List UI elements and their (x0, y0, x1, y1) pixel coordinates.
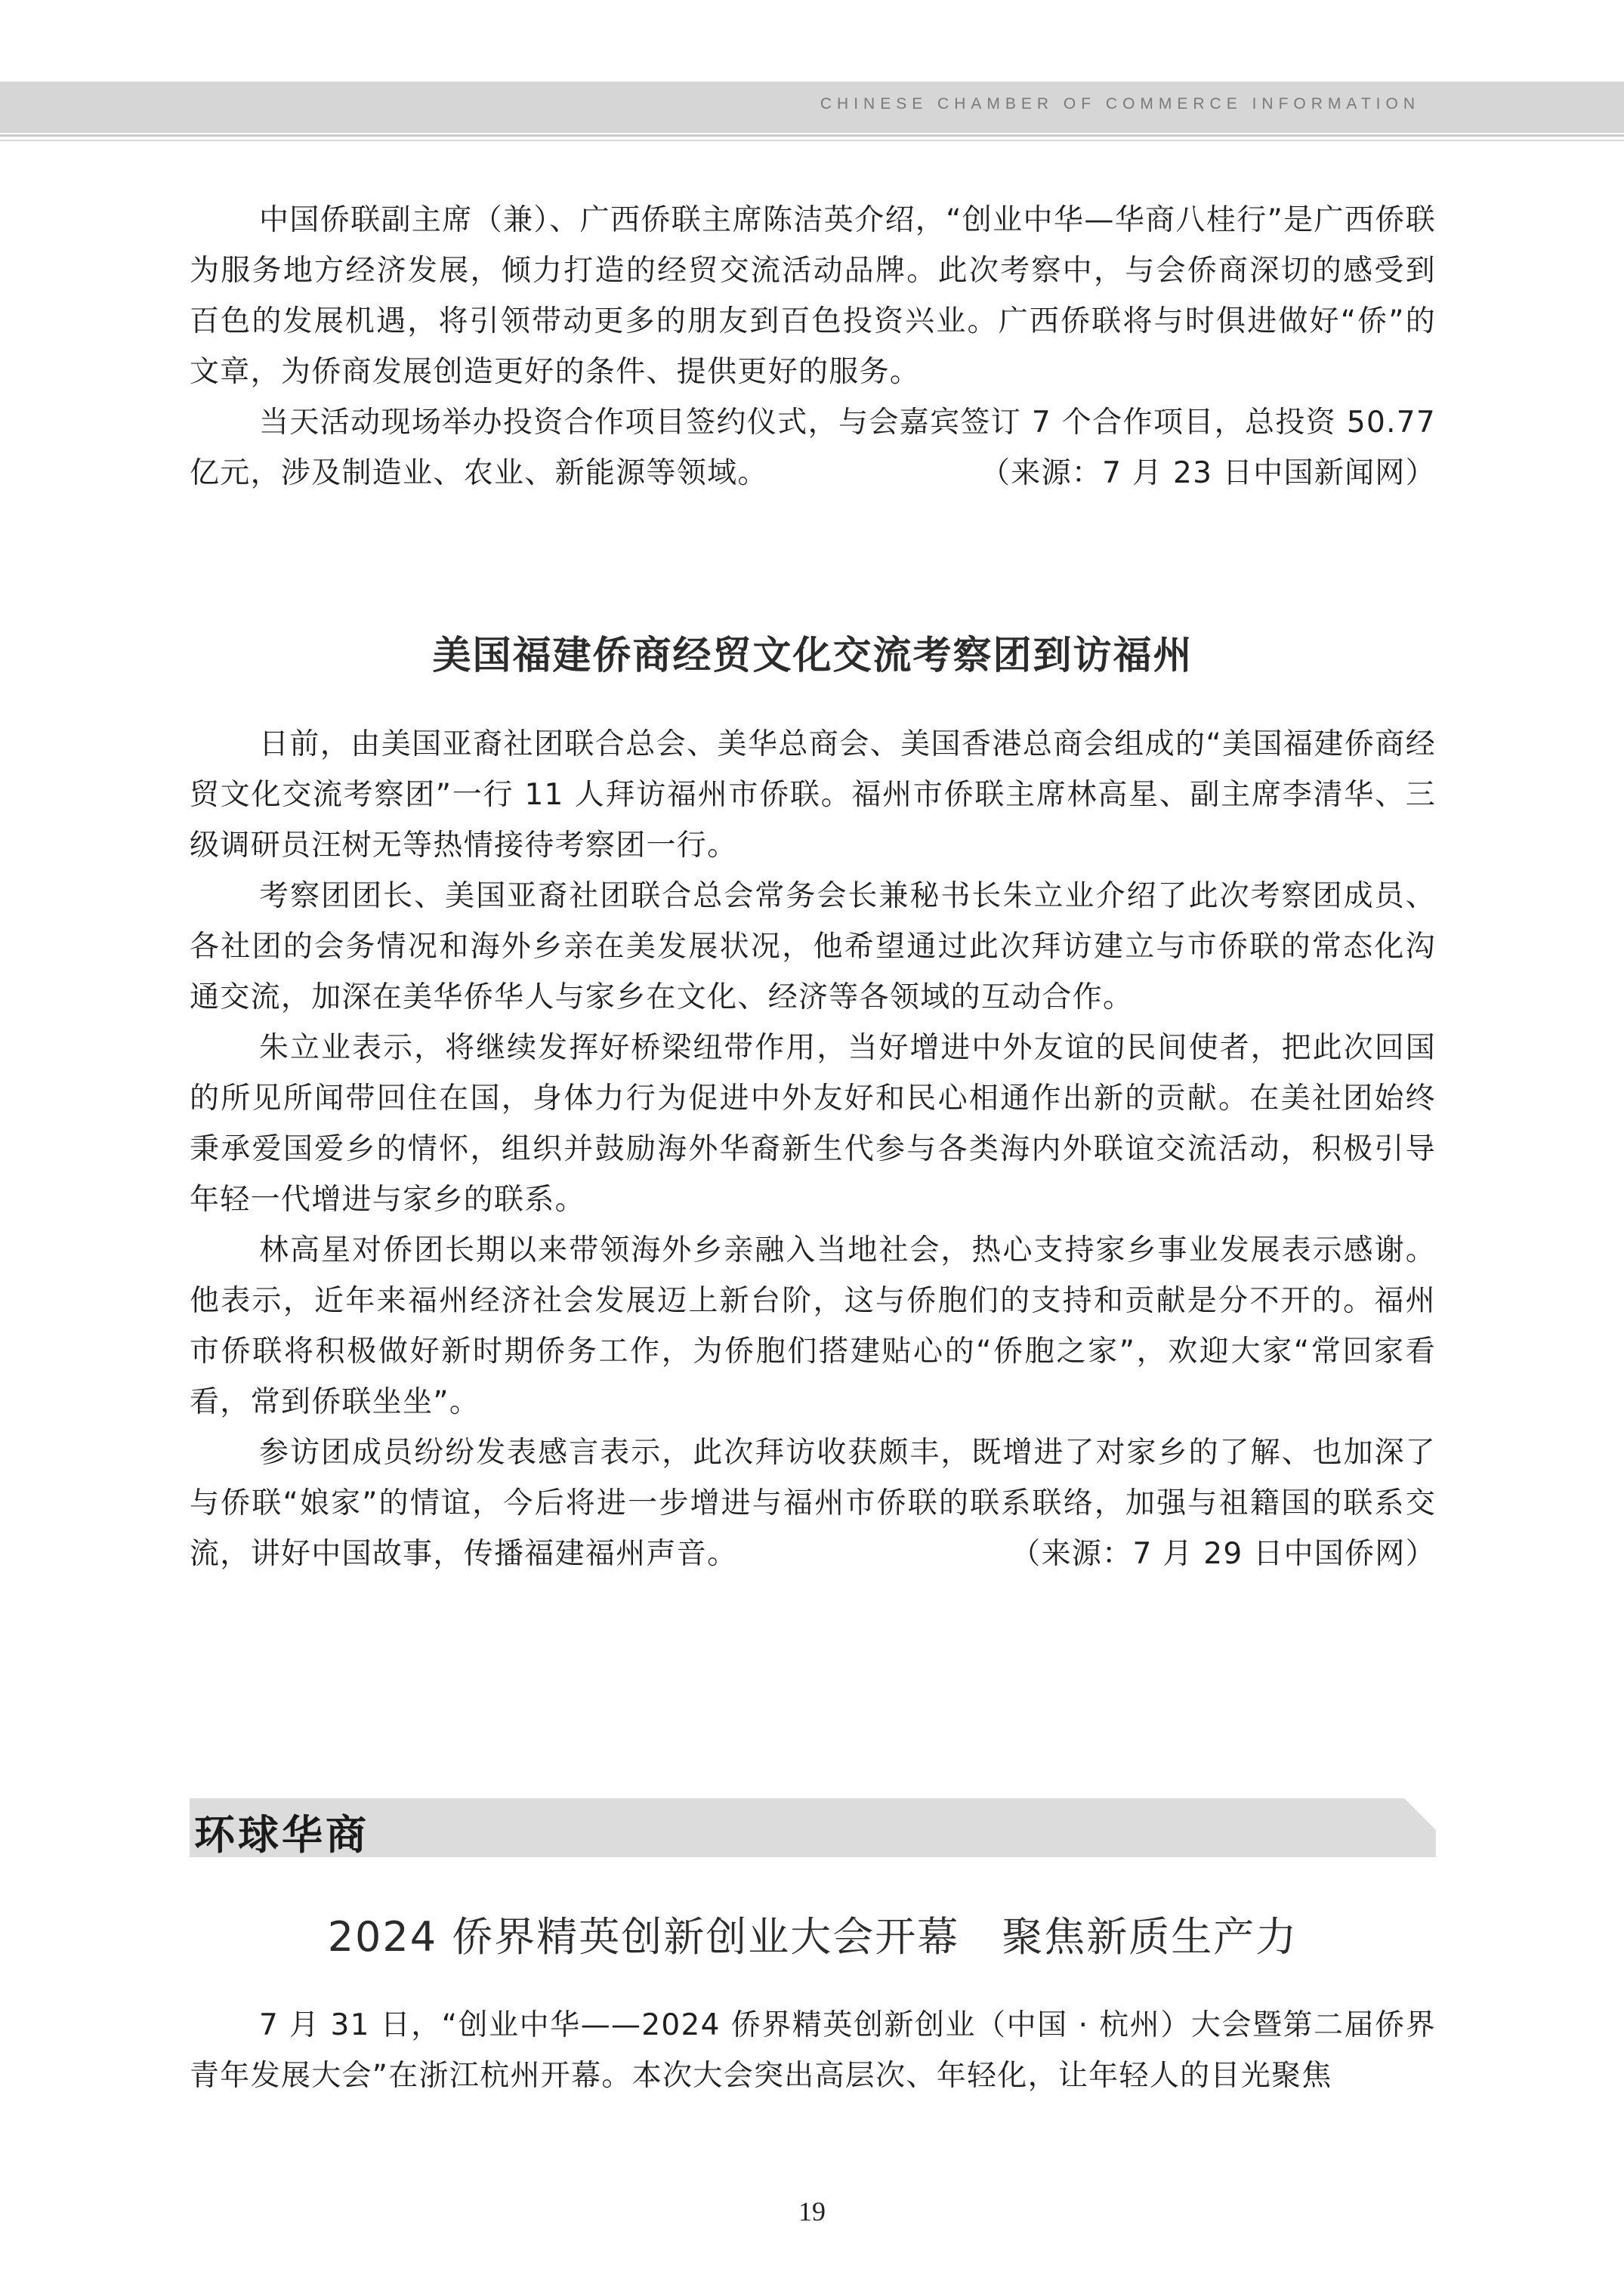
paragraph: 7 月 31 日，“创业中华——2024 侨界精英创新创业（中国 · 杭州）大会暨第二届侨界青年发展大会”在浙江杭州开幕。本次大会突出高层次、年轻化，让年轻人的目光聚焦 (190, 2008, 1436, 2093)
source-note: （来源：7 月 29 日中国侨网） (1011, 1537, 1436, 1571)
section-bar-shape (190, 1798, 1436, 1857)
paragraph: 日前，由美国亚裔社团联合总会、美华总商会、美国香港总商会组成的“美国福建侨商经贸文化交流考察团”一行 11 人拜访福州市侨联。福州市侨联主席林高星、副主席李清华、三级调研员汪树无等热情接待考察团一行。 (190, 727, 1436, 863)
paragraph: 考察团团长、美国亚裔社团联合总会常务会长兼秘书长朱立业介绍了此次考察团成员、各社团的会务情况和海外乡亲在美发展状况，他希望通过此次拜访建立与市侨联的常态化沟通交流，加深在美华侨华人与家乡在文化、经济等各领域的互动合作。 (190, 879, 1436, 1014)
article-3 (190, 2000, 1436, 2101)
paragraph-text: 当天活动现场举办投资合作项目签约仪式，与会嘉宾签订 7 个合作项目，总投资 50.77 亿元，涉及制造业、农业、新能源等领域。 (190, 406, 1436, 490)
paragraph: 林高星对侨团长期以来带领海外乡亲融入当地社会，热心支持家乡事业发展表示感谢。他表示，近年来福州经济社会发展迈上新台阶，这与侨胞们的支持和贡献是分不开的。福州市侨联将积极做好新时期侨务工作，为侨胞们搭建贴心的“侨胞之家”，欢迎大家“常回家看看，常到侨联坐坐”。 (190, 1233, 1436, 1419)
running-header: CHINESE CHAMBER OF COMMERCE INFORMATION (820, 95, 1420, 113)
header-rule (0, 134, 1624, 137)
paragraph: 朱立业表示，将继续发挥好桥梁纽带作用，当好增进中外友谊的民间使者，把此次回国的所见所闻带回住在国，身体力行为促进中外友好和民心相通作出新的贡献。在美社团始终秉承爱国爱乡的情怀，组织并鼓励海外华裔新生代参与各类海内外联谊交流活动，积极引导年轻一代增进与家乡的联系。 (190, 1031, 1436, 1217)
page-number: 19 (798, 2196, 826, 2227)
section-label: 环球华商 (194, 1810, 369, 1859)
header-rule-thin (0, 140, 1624, 141)
source-note: （来源：7 月 23 日中国新闻网） (980, 456, 1436, 490)
paragraph (190, 1427, 1436, 1579)
article-2 (190, 719, 1436, 1579)
article-title: 2024 侨界精英创新创业大会开幕 聚焦新质生产力 (327, 1913, 1298, 1961)
article-title: 美国福建侨商经贸文化交流考察团到访福州 (432, 634, 1193, 678)
paragraph-text: 参访团成员纷纷发表感言表示，此次拜访收获颇丰，既增进了对家乡的了解、也加深了与侨联“娘家”的情谊，今后将进一步增进与福州市侨联的联系联络，加强与祖籍国的联系交流，讲好中国故事，传播福建福州声音。 (190, 1436, 1436, 1571)
paragraph (190, 397, 1436, 498)
section-header-bar (190, 1798, 1436, 1857)
paragraph: 中国侨联副主席（兼）、广西侨联主席陈洁英介绍，“创业中华—华商八桂行”是广西侨联为服务地方经济发展，倾力打造的经贸交流活动品牌。此次考察中，与会侨商深切的感受到百色的发展机遇，将引领带动更多的朋友到百色投资兴业。广西侨联将与时俱进做好“侨”的文章，为侨商发展创造更好的条件、提供更好的服务。 (190, 203, 1436, 389)
article-1 (190, 195, 1436, 498)
